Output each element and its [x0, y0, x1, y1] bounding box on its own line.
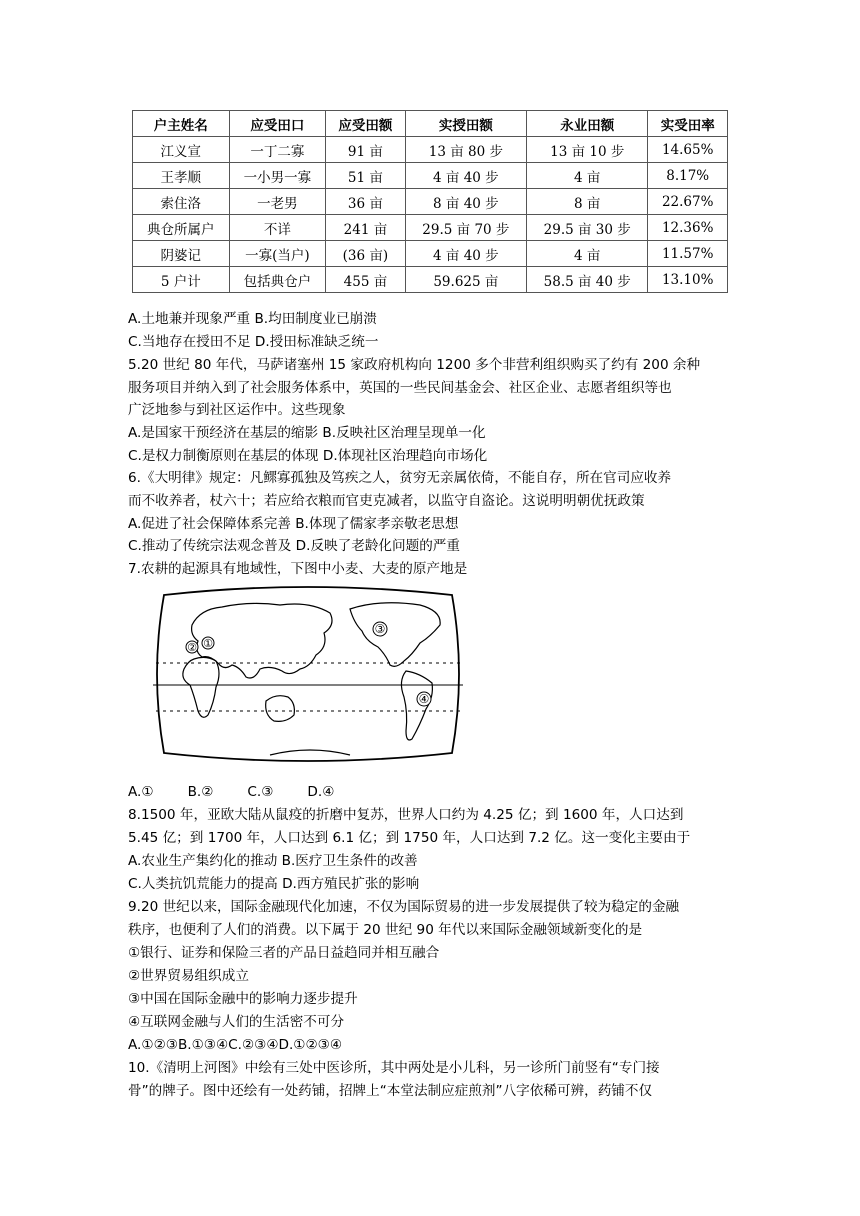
table-row	[133, 163, 728, 189]
q7-option-d: D.④	[307, 784, 335, 800]
table-header: 应受田口	[229, 111, 326, 137]
table-cell: 4 亩	[527, 241, 648, 267]
table-cell: 索住洛	[133, 189, 230, 215]
table-cell: 29.5 亩 30 步	[527, 215, 648, 241]
table-cell: 13 亩 10 步	[527, 137, 648, 163]
table-row	[133, 189, 728, 215]
table-cell: 13.10%	[648, 267, 728, 293]
table-cell: 59.625 亩	[405, 267, 526, 293]
q7-stem: 7.农耕的起源具有地域性，下图中小麦、大麦的原产地是	[128, 561, 468, 577]
q10-stem-line2: 骨”的牌子。图中还绘有一处药铺，招牌上“本堂法制应症煎剂”八字依稀可辨，药铺不仅	[128, 1083, 653, 1099]
q9-item-1: ①银行、证券和保险三者的产品日益趋同并相互融合	[128, 945, 440, 961]
q6-options-ab: A.促进了社会保障体系完善 B.体现了儒家孝亲敬老思想	[128, 516, 459, 532]
table-cell: 12.36%	[648, 215, 728, 241]
q9-options: A.①②③B.①③④C.②③④D.①②③④	[128, 1037, 343, 1053]
table-cell: 王孝顺	[133, 163, 230, 189]
table-cell: 4 亩 40 步	[405, 241, 526, 267]
map-label-4: ④	[418, 692, 430, 706]
table-cell: 29.5 亩 70 步	[405, 215, 526, 241]
q7-option-a: A.①	[128, 784, 154, 800]
map-label-1: ①	[203, 637, 213, 650]
world-map	[150, 585, 466, 763]
q9-item-4: ④互联网金融与人们的生活密不可分	[128, 1014, 345, 1030]
q8-options-ab: A.农业生产集约化的推动 B.医疗卫生条件的改善	[128, 853, 418, 869]
table-row	[133, 215, 728, 241]
q7-options	[128, 781, 738, 803]
table-cell: 江义宣	[133, 137, 230, 163]
q5-stem-line3: 广泛地参与到社区运作中。这些现象	[128, 402, 346, 418]
q8-stem-line2: 5.45 亿；到 1700 年，人口达到 6.1 亿；到 1750 年，人口达到 7.2 亿。这一变化主要由于	[128, 830, 691, 846]
table-cell: 4 亩 40 步	[405, 163, 526, 189]
q8-options-cd: C.人类抗饥荒能力的提高 D.西方殖民扩张的影响	[128, 876, 420, 892]
map-label-2: ②	[187, 641, 197, 654]
table-cell: 455 亩	[326, 267, 406, 293]
table-cell: 91 亩	[326, 137, 406, 163]
table-cell: 典仓所属户	[133, 215, 230, 241]
q9-item-2: ②世界贸易组织成立	[128, 968, 249, 984]
table-cell: 4 亩	[527, 163, 648, 189]
q4-options-cd: C.当地存在授田不足 D.授田标准缺乏统一	[128, 334, 379, 350]
q9-stem-line1: 9.20 世纪以来，国际金融现代化加速，不仅为国际贸易的进一步发展提供了较为稳定的金融	[128, 899, 680, 915]
table-header: 户主姓名	[133, 111, 230, 137]
table-header-row	[133, 111, 728, 137]
table-cell: 241 亩	[326, 215, 406, 241]
table-cell: 一丁二寡	[229, 137, 326, 163]
q5-stem-line1: 5.20 世纪 80 年代，马萨诸塞州 15 家政府机构向 1200 多个非营利组织购买了约有 200 余种	[128, 357, 701, 373]
table-cell: 8 亩 40 步	[405, 189, 526, 215]
q9-stem-line2: 秩序，也便利了人们的消费。以下属于 20 世纪 90 年代以来国际金融领域新变化的是	[128, 922, 643, 938]
table-cell: 22.67%	[648, 189, 728, 215]
table-cell: 阴婆记	[133, 241, 230, 267]
table-cell: 58.5 亩 40 步	[527, 267, 648, 293]
table-cell: 8.17%	[648, 163, 728, 189]
q6-stem-line1: 6.《大明律》规定：凡鳏寡孤独及笃疾之人，贫穷无亲属依倚，不能自存，所在官司应收养	[128, 470, 672, 486]
table-cell: 不详	[229, 215, 326, 241]
table-cell: 8 亩	[527, 189, 648, 215]
q8-stem-line1: 8.1500 年，亚欧大陆从鼠疫的折磨中复苏，世界人口约为 4.25 亿；到 1600 年，人口达到	[128, 807, 684, 823]
q5-stem-line2: 服务项目并纳入到了社会服务体系中，英国的一些民间基金会、社区企业、志愿者组织等也	[128, 380, 672, 396]
q6-options-cd: C.推动了传统宗法观念普及 D.反映了老龄化问题的严重	[128, 538, 460, 554]
q7-option-c: C.③	[247, 784, 274, 800]
table-cell: 一小男一寡	[229, 163, 326, 189]
table-cell: 36 亩	[326, 189, 406, 215]
table-cell: 包括典仓户	[229, 267, 326, 293]
q4-options-ab: A.土地兼并现象严重 B.均田制度业已崩溃	[128, 311, 377, 327]
table-cell: 11.57%	[648, 241, 728, 267]
table-row	[133, 241, 728, 267]
q10-stem-line1: 10.《清明上河图》中绘有三处中医诊所，其中两处是小儿科，另一诊所门前竖有“专门接	[128, 1060, 660, 1076]
table-header: 应受田额	[326, 111, 406, 137]
table-cell: 5 户计	[133, 267, 230, 293]
table-row	[133, 267, 728, 293]
map-label-3: ③	[374, 622, 386, 636]
q7-option-b: B.②	[187, 784, 214, 800]
table-cell: (36 亩)	[326, 241, 406, 267]
land-grant-table	[132, 110, 728, 293]
table-cell: 一老男	[229, 189, 326, 215]
q5-options-cd: C.是权力制衡原则在基层的体现 D.体现社区治理趋向市场化	[128, 448, 488, 464]
table-header: 永业田额	[527, 111, 648, 137]
q6-stem-line2: 而不收养者，杖六十；若应给衣粮而官吏克减者，以监守自盗论。这说明明朝优抚政策	[128, 493, 645, 509]
table-row	[133, 137, 728, 163]
q9-item-3: ③中国在国际金融中的影响力逐步提升	[128, 991, 358, 1007]
table-cell: 14.65%	[648, 137, 728, 163]
table-header: 实受田率	[648, 111, 728, 137]
table-cell: 13 亩 80 步	[405, 137, 526, 163]
table-cell: 一寡(当户)	[229, 241, 326, 267]
table-cell: 51 亩	[326, 163, 406, 189]
table-header: 实授田额	[405, 111, 526, 137]
q5-options-ab: A.是国家干预经济在基层的缩影 B.反映社区治理呈现单一化	[128, 425, 486, 441]
